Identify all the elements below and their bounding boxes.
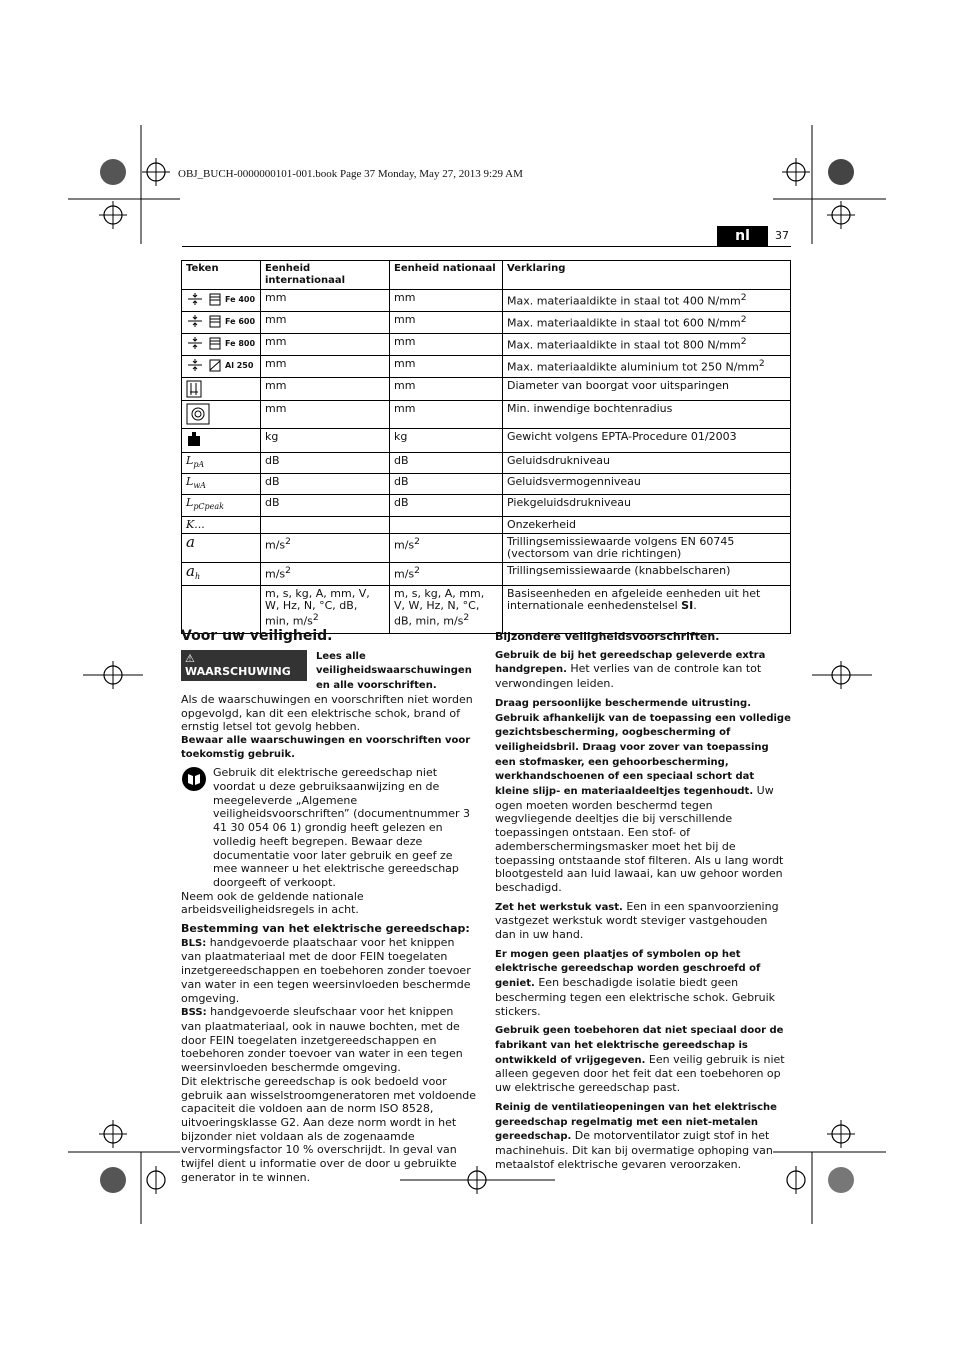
table-row <box>182 585 791 633</box>
table-row <box>182 495 791 516</box>
table-row <box>182 312 791 334</box>
description: Diameter van boorgat voor uitsparingen <box>503 378 791 401</box>
symbol-cell: a <box>182 533 261 562</box>
table-row <box>182 429 791 453</box>
col-header-nat: Eenheid nationaal <box>390 261 503 290</box>
warning-text: Als de waarschuwingen en voorschriften niet worden opgevolgd, kan dit een elektrische schok, brand of ernstig letsel tot gevolg hebben. <box>181 692 473 734</box>
symbol-cell <box>182 312 261 334</box>
safety-paragraph: Draag persoonlijke beschermende uitrusting. Gebruik afhankelijk van de toepassing een volledige gezichtsbescherming, oogbescherming of veiligheidsbril. Draag voor zover van toepassing een stofmasker, een gehoorbescherming, werkhandschoenen of een speciaal schort dat kleine slijp- en materiaaldeeltjes tegenhoudt. Uw ogen moeten worden beschermd tegen wegvliegende deeltjes die bij verschillende toepassingen ontstaan. Een stof- of ademberschermingsmasker moet het bij de toepassing ontstaande stof filteren. Als u lang wordt blootgesteld aan luid lawaai, kan uw gehoor worden beschadigd. <box>495 697 791 894</box>
description: Gewicht volgens EPTA-Procedure 01/2003 <box>503 429 791 453</box>
col-header-desc: Verklaring <box>503 261 791 290</box>
unit-nat: dB <box>390 495 503 516</box>
symbol-cell <box>182 356 261 378</box>
table-row <box>182 401 791 429</box>
purpose-title: Bestemming van het elektrische gereedschap: <box>181 922 470 936</box>
table-row <box>182 533 791 562</box>
table-row <box>182 474 791 495</box>
unit-int: mm <box>261 378 390 401</box>
symbol-cell: $L_{wA}$ <box>182 474 261 495</box>
material-label: Al 250 <box>225 361 254 370</box>
unit-int: mm <box>261 312 390 334</box>
symbol-cell: K... <box>182 516 261 533</box>
description: Piekgeluidsdrukniveau <box>503 495 791 516</box>
warning-bold: Lees alle veiligheidswaarschuwingen en alle voorschriften. <box>316 650 472 692</box>
safety-paragraph: Zet het werkstuk vast. Een in een spanvoorziening vastgezet werkstuk wordt steviger vastgehouden dan in uw hand. <box>495 899 779 942</box>
description: Max. materiaaldikte in staal tot 800 $N/mm^2$ <box>503 334 791 356</box>
description: Min. inwendige bochtenradius <box>503 401 791 429</box>
spec-table <box>181 260 791 634</box>
unit-nat: mm <box>390 356 503 378</box>
material-label: Fe 800 <box>225 339 256 348</box>
description: Trillingsemissiewaarde (knabbelscharen) <box>503 562 791 585</box>
unit-nat: kg <box>390 429 503 453</box>
unit-int: mm <box>261 356 390 378</box>
unit-nat: mm <box>390 290 503 312</box>
unit-nat: m, s, kg, A, mm, V, W, Hz, N, °C, dB, min, $m/s^2$ <box>390 585 503 633</box>
description: Basiseenheden en afgeleide eenheden uit het internationale eenhedenstelsel SI. <box>503 585 791 633</box>
description: Onzekerheid <box>503 516 791 533</box>
symbol-cell: $L_{pA}$ <box>182 453 261 474</box>
unit-nat: mm <box>390 378 503 401</box>
unit-int: mm <box>261 401 390 429</box>
description: Max. materiaaldikte in staal tot 600 $N/mm^2$ <box>503 312 791 334</box>
unit-nat <box>390 516 503 533</box>
special-safety-title: Bijzondere veiligheidsvoorschriften. <box>495 630 720 643</box>
description: Trillingsemissiewaarde volgens EN 60745 (vectorsom van drie richtingen) <box>503 533 791 562</box>
table-row <box>182 290 791 312</box>
bls-paragraph: BLS: handgevoerde plaatschaar voor het knippen van plaatmateriaal met de door FEIN toegelaten inzetgereedschappen en toebehoren zonder toevoer van water in een tegen weersinvloeden beschermde omgeving. <box>181 935 471 1005</box>
unit-nat: dB <box>390 453 503 474</box>
table-row <box>182 453 791 474</box>
print-header: OBJ_BUCH-0000000101-001.book Page 37 Monday, May 27, 2013 9:29 AM <box>178 168 523 180</box>
symbol-cell <box>182 429 261 453</box>
material-label: Fe 400 <box>225 295 256 304</box>
safety-paragraph: Gebruik de bij het gereedschap geleverde extra handgrepen. Het verlies van de controle kan tot verwondingen leiden. <box>495 649 766 691</box>
table-row <box>182 516 791 533</box>
manual-paragraph: Gebruik dit elektrische gereedschap niet voordat u deze gebruiksaanwijzing en de meegeleverde „Algemene veiligheidsvoorschriften” (documentnummer 3 41 30 054 06 1) grondig heeft gelezen en volledig heeft begrepen. Bewaar deze documentatie voor later gebruik en geef ze mee wanneer u het elektrische gereedschap doorgeeft of verkoopt. <box>181 766 477 889</box>
header-rule <box>182 246 791 247</box>
steel-thickness-icon <box>186 314 222 328</box>
unit-nat: mm <box>390 401 503 429</box>
description: Max. materiaaldikte aluminium tot 250 $N/mm^2$ <box>503 356 791 378</box>
unit-int: dB <box>261 474 390 495</box>
warning-icon: ⚠ <box>185 651 195 665</box>
description: Geluidsdrukniveau <box>503 453 791 474</box>
unit-nat: mm <box>390 334 503 356</box>
symbol-cell <box>182 334 261 356</box>
unit-int: dB <box>261 453 390 474</box>
unit-int: mm <box>261 290 390 312</box>
table-row <box>182 356 791 378</box>
unit-int: $m/s^2$ <box>261 562 390 585</box>
language-badge: nl <box>717 226 768 247</box>
read-manual-icon <box>181 766 207 792</box>
regs-text: Neem ook de geldende nationale arbeidsveiligheidsregels in acht. <box>181 889 364 917</box>
unit-nat: $m/s^2$ <box>390 562 503 585</box>
description: Max. materiaaldikte in staal tot 400 $N/mm^2$ <box>503 290 791 312</box>
warning-badge: ⚠ WAARSCHUWING <box>181 650 307 681</box>
steel-thickness-icon <box>186 336 222 350</box>
table-row <box>182 562 791 585</box>
safety-paragraph: Reinig de ventilatieopeningen van het elektrische gereedschap regelmatig met een niet-metalen gereedschap. De motorventilator zuigt stof in het machinehuis. Dit kan bij overmatige ophoping van metaalstof elektrische gevaren veroorzaken. <box>495 1101 777 1171</box>
symbol-cell <box>182 378 261 401</box>
right-column <box>495 630 791 1171</box>
weight-icon <box>186 431 202 447</box>
col-header-symbol: Teken <box>182 261 261 290</box>
keep-instructions: Bewaar alle waarschuwingen en voorschriften voor toekomstig gebruik. <box>181 734 471 760</box>
unit-int: m, s, kg, A, mm, V, W, Hz, N, °C, dB, min, $m/s^2$ <box>261 585 390 633</box>
unit-nat: $m/s^2$ <box>390 533 503 562</box>
warning-block <box>181 649 477 693</box>
unit-int: dB <box>261 495 390 516</box>
col-header-int: Eenheid internationaal <box>261 261 390 290</box>
symbol-cell: $L_{pCpeak}$ <box>182 495 261 516</box>
left-column <box>181 630 477 1184</box>
material-label: Fe 600 <box>225 317 256 326</box>
unit-nat: mm <box>390 312 503 334</box>
unit-int <box>261 516 390 533</box>
symbol-cell <box>182 401 261 429</box>
aluminium-thickness-icon <box>186 358 222 372</box>
unit-int: kg <box>261 429 390 453</box>
safety-paragraph: Gebruik geen toebehoren dat niet speciaal door de fabrikant van het elektrische gereedschap is ontwikkeld of vrijgegeven. Een veilig gebruik is niet alleen gegeven door het feit dat een toebehoren op uw elektrische gereedschap past. <box>495 1025 785 1095</box>
safety-paragraph: Er mogen geen plaatjes of symbolen op het elektrische gereedschap worden geschroefd of geniet. Een beschadigde isolatie biedt geen bescherming tegen een elektrische schok. Gebruik stickers. <box>495 948 776 1018</box>
bss-paragraph: BSS: handgevoerde sleufschaar voor het knippen van plaatmateriaal, ook in nauwe bochten, met de door FEIN toegelaten inzetgereedschappen en toebehoren zonder toevoer van water in een tegen weersinvloeden beschermde omgeving. <box>181 1005 463 1075</box>
description: Geluidsvermogenniveau <box>503 474 791 495</box>
symbol-cell <box>182 585 261 633</box>
safety-title: Voor uw veiligheid. <box>181 628 333 644</box>
page-number: 37 <box>775 229 789 242</box>
steel-thickness-icon <box>186 292 222 306</box>
table-header-row <box>182 261 791 290</box>
table-row <box>182 378 791 401</box>
unit-nat: dB <box>390 474 503 495</box>
unit-int: mm <box>261 334 390 356</box>
symbol-cell: $a_h$ <box>182 562 261 585</box>
bore-diameter-icon <box>186 380 202 398</box>
table-row <box>182 334 791 356</box>
bend-radius-icon <box>186 403 210 425</box>
symbol-cell <box>182 290 261 312</box>
generator-paragraph: Dit elektrische gereedschap is ook bedoeld voor gebruik aan wisselstroomgeneratoren met voldoende capaciteit die voldoen aan de norm ISO 8528, uitvoeringsklasse G2. Aan deze norm wordt in het bijzonder niet voldaan als de zogenaamde vervormingsfactor 10 % overschrijdt. In geval van twijfel dient u informatie over de door u gebruikte generator in te winnen. <box>181 1074 477 1184</box>
unit-int: $m/s^2$ <box>261 533 390 562</box>
